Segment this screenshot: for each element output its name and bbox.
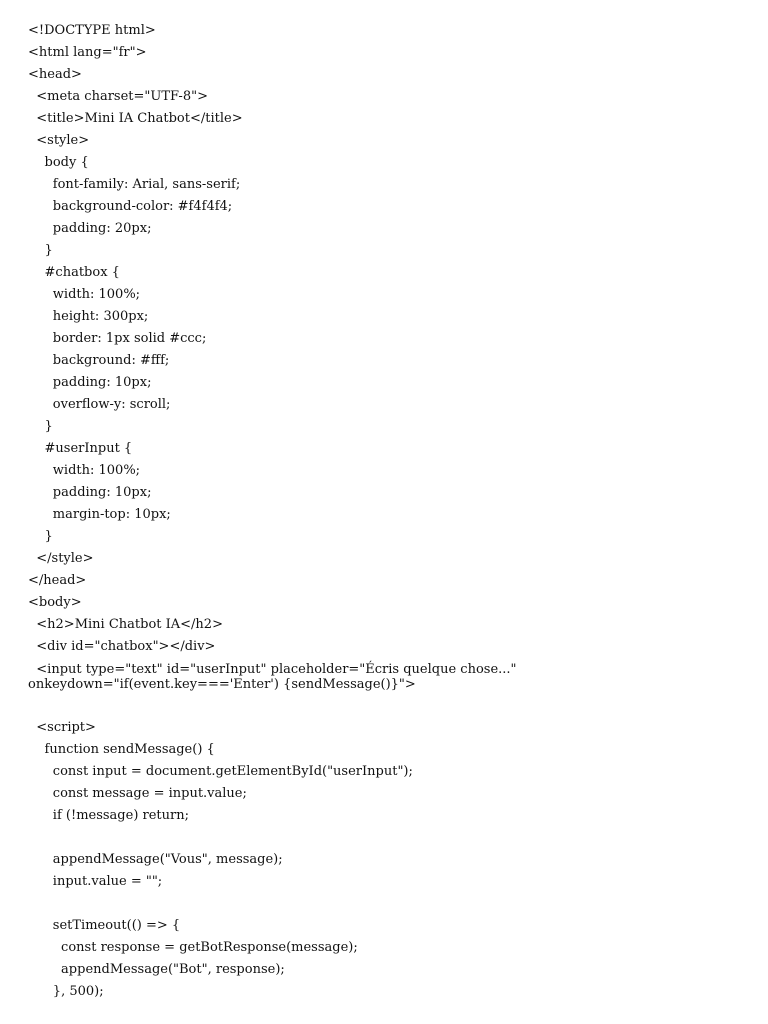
code-line: body { — [28, 155, 89, 170]
code-line: <meta charset="UTF-8"> — [28, 89, 208, 104]
code-line: appendMessage("Vous", message); — [28, 852, 283, 867]
code-line: width: 100%; — [28, 287, 141, 302]
code-line: padding: 20px; — [28, 221, 152, 236]
code-line-blank — [28, 893, 748, 915]
code-line: <title>Mini IA Chatbot</title> — [28, 111, 243, 126]
code-line: <head> — [28, 67, 82, 82]
code-line: <!DOCTYPE html> — [28, 23, 156, 38]
code-listing — [28, 20, 748, 1003]
code-line: background: #fff; — [28, 353, 170, 368]
code-line: <h2>Mini Chatbot IA</h2> — [28, 617, 223, 632]
code-line-blank — [28, 695, 748, 717]
code-line: font-family: Arial, sans-serif; — [28, 177, 241, 192]
code-line: padding: 10px; — [28, 375, 152, 390]
code-line: height: 300px; — [28, 309, 149, 324]
code-line: </head> — [28, 573, 87, 588]
code-line-blank — [28, 827, 748, 849]
code-line: width: 100%; — [28, 463, 141, 478]
code-line: <style> — [28, 133, 90, 148]
code-line: }, 500); — [28, 984, 104, 999]
code-line: overflow-y: scroll; — [28, 397, 171, 412]
code-line: const input = document.getElementById("userInput"); — [28, 764, 413, 779]
code-line: appendMessage("Bot", response); — [28, 962, 285, 977]
code-line: border: 1px solid #ccc; — [28, 331, 207, 346]
code-line: padding: 10px; — [28, 485, 152, 500]
code-line: input.value = ""; — [28, 874, 163, 889]
code-line: const message = input.value; — [28, 786, 247, 801]
code-line: #chatbox { — [28, 265, 120, 280]
code-line: function sendMessage() { — [28, 742, 215, 757]
code-line: background-color: #f4f4f4; — [28, 199, 233, 214]
code-line: margin-top: 10px; — [28, 507, 171, 522]
code-line: <html lang="fr"> — [28, 45, 147, 60]
code-line: if (!message) return; — [28, 808, 189, 823]
code-line: <body> — [28, 595, 82, 610]
code-line: } — [28, 419, 53, 434]
code-line: <div id="chatbox"></div> — [28, 639, 216, 654]
code-line: } — [28, 529, 53, 544]
code-line: setTimeout(() => { — [28, 918, 181, 933]
code-line: <script> — [28, 720, 96, 735]
code-line: </style> — [28, 551, 94, 566]
code-line: const response = getBotResponse(message); — [28, 940, 358, 955]
code-line: } — [28, 243, 53, 258]
code-line: #userInput { — [28, 441, 133, 456]
code-line-wrapped: <input type="text" id="userInput" placeholder="Écris quelque chose..." onkeydown="if(event.key==='Enter') {sendMessage()}"> — [28, 662, 521, 692]
